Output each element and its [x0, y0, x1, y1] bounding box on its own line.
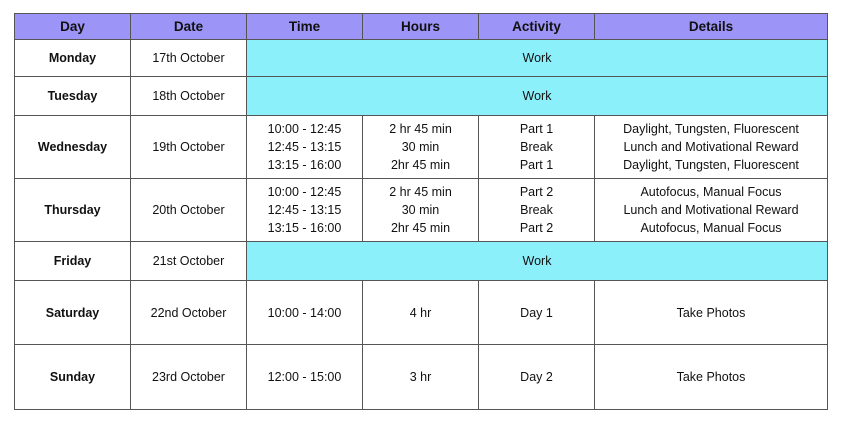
day-cell: Tuesday: [15, 77, 131, 116]
table-row: [15, 116, 828, 179]
details-line: Autofocus, Manual Focus: [640, 185, 782, 199]
time-line: 10:00 - 12:45: [267, 122, 342, 136]
activity-cell: Day 2: [479, 345, 595, 410]
activity-line: Break: [520, 140, 553, 154]
header-details: Details: [595, 14, 828, 40]
hours-line: 30 min: [401, 140, 440, 154]
header-date: Date: [131, 14, 247, 40]
work-cell: Work: [247, 77, 828, 116]
time-cell: [247, 179, 363, 242]
schedule-table: [14, 13, 828, 410]
hours-cell: 4 hr: [363, 281, 479, 345]
header-activity: Activity: [479, 14, 595, 40]
table-row: [15, 281, 828, 345]
day-cell: Friday: [15, 242, 131, 281]
table-row: [15, 179, 828, 242]
date-cell: 23rd October: [131, 345, 247, 410]
details-cell: Take Photos: [595, 345, 828, 410]
day-cell: Wednesday: [15, 116, 131, 179]
details-line: Autofocus, Manual Focus: [640, 221, 782, 235]
header-row: [15, 14, 828, 40]
date-cell: 22nd October: [131, 281, 247, 345]
details-cell: [595, 116, 828, 179]
activity-cell: [479, 116, 595, 179]
date-cell: 20th October: [131, 179, 247, 242]
table-row: [15, 242, 828, 281]
hours-line: 2hr 45 min: [390, 221, 451, 235]
time-line: 13:15 - 16:00: [267, 158, 342, 172]
header-time: Time: [247, 14, 363, 40]
day-cell: Monday: [15, 40, 131, 77]
activity-line: Break: [520, 203, 553, 217]
activity-line: Part 1: [519, 158, 554, 172]
activity-line: Part 1: [519, 122, 554, 136]
day-cell: Thursday: [15, 179, 131, 242]
hours-line: 2 hr 45 min: [389, 185, 452, 199]
time-line: 13:15 - 16:00: [267, 221, 342, 235]
hours-line: 30 min: [401, 203, 440, 217]
details-cell: Take Photos: [595, 281, 828, 345]
date-cell: 18th October: [131, 77, 247, 116]
table-row: [15, 77, 828, 116]
details-line: Lunch and Motivational Reward: [623, 203, 799, 217]
work-cell: Work: [247, 40, 828, 77]
details-cell: [595, 179, 828, 242]
time-line: 12:45 - 13:15: [267, 203, 342, 217]
hours-cell: 3 hr: [363, 345, 479, 410]
details-line: Daylight, Tungsten, Fluorescent: [623, 122, 799, 136]
time-cell: [247, 116, 363, 179]
date-cell: 17th October: [131, 40, 247, 77]
hours-line: 2 hr 45 min: [389, 122, 452, 136]
day-cell: Saturday: [15, 281, 131, 345]
time-line: 12:45 - 13:15: [267, 140, 342, 154]
details-line: Daylight, Tungsten, Fluorescent: [623, 158, 799, 172]
activity-cell: Day 1: [479, 281, 595, 345]
time-line: 10:00 - 12:45: [267, 185, 342, 199]
hours-line: 2hr 45 min: [390, 158, 451, 172]
date-cell: 21st October: [131, 242, 247, 281]
header-hours: Hours: [363, 14, 479, 40]
time-cell: 12:00 - 15:00: [247, 345, 363, 410]
hours-cell: [363, 179, 479, 242]
hours-cell: [363, 116, 479, 179]
header-day: Day: [15, 14, 131, 40]
table-row: [15, 345, 828, 410]
activity-line: Part 2: [519, 185, 554, 199]
work-cell: Work: [247, 242, 828, 281]
activity-line: Part 2: [519, 221, 554, 235]
activity-cell: [479, 179, 595, 242]
details-line: Lunch and Motivational Reward: [623, 140, 799, 154]
day-cell: Sunday: [15, 345, 131, 410]
time-cell: 10:00 - 14:00: [247, 281, 363, 345]
table-row: [15, 40, 828, 77]
date-cell: 19th October: [131, 116, 247, 179]
